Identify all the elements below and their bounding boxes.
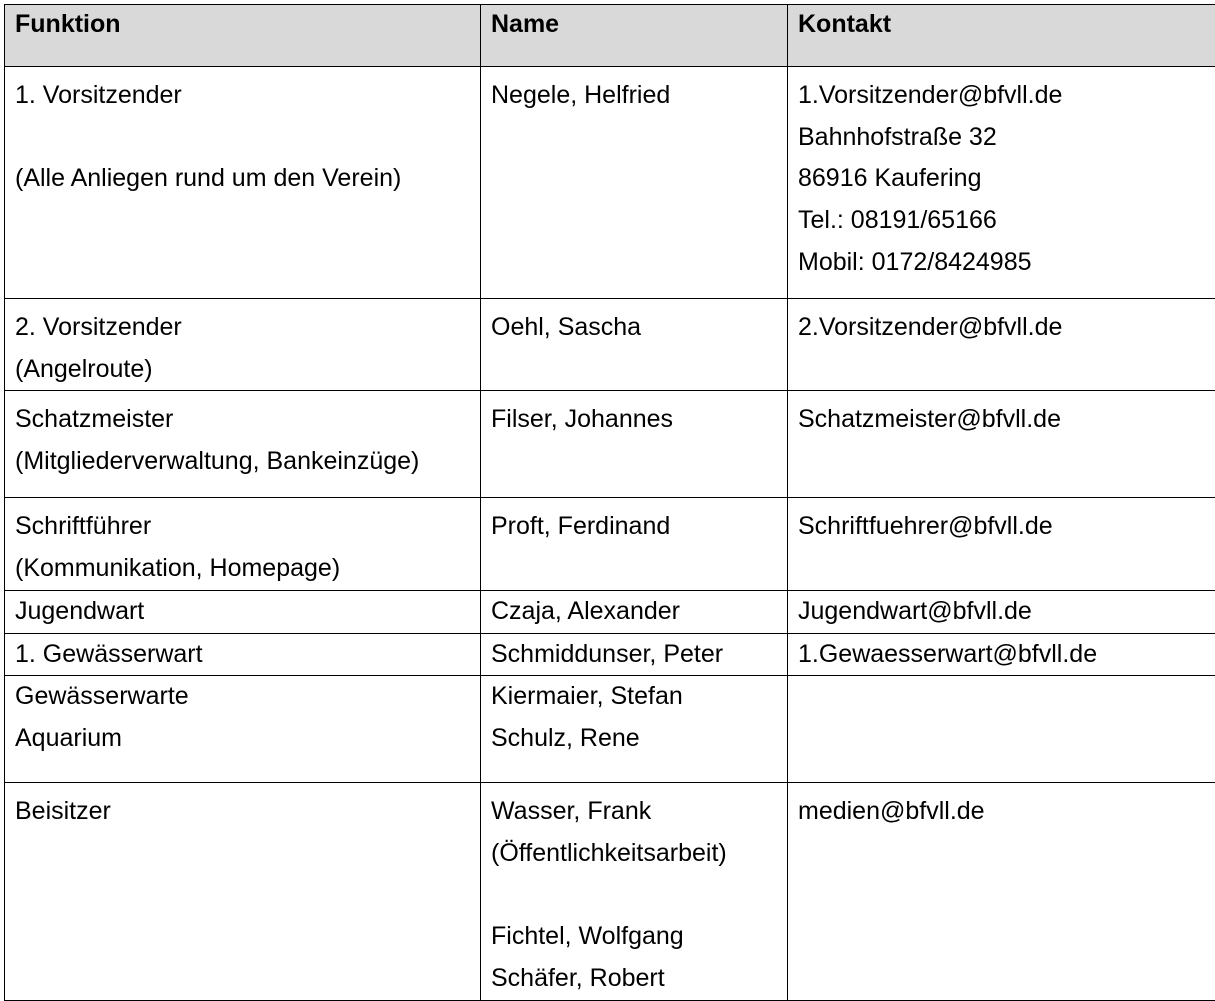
table-header-row — [5, 5, 1215, 67]
person-role-note: (Öffentlichkeitsarbeit) — [491, 833, 787, 875]
cell-kontakt — [788, 676, 1215, 783]
email-link[interactable]: Schatzmeister@bfvll.de — [798, 399, 1215, 441]
person-name: Fichtel, Wolfgang — [491, 916, 787, 958]
cell-kontakt — [788, 391, 1215, 498]
funktion-note: (Kommunikation, Homepage) — [15, 548, 480, 590]
board-contact-table — [4, 4, 1215, 1001]
funktion-title: Jugendwart — [15, 591, 480, 633]
postal-city: 86916 Kaufering — [798, 158, 1215, 200]
funktion-title: Gewässerwarte — [15, 676, 480, 718]
cell-name — [481, 590, 788, 633]
table-row — [5, 590, 1215, 633]
person-name: Schmiddunser, Peter — [491, 634, 787, 676]
funktion-note: Aquarium — [15, 718, 480, 760]
cell-name — [481, 299, 788, 391]
line-spacer — [15, 117, 480, 159]
header-name: Name — [481, 5, 788, 67]
cell-funktion — [5, 67, 481, 299]
cell-kontakt — [788, 67, 1215, 299]
table-row — [5, 391, 1215, 498]
cell-funktion — [5, 498, 481, 590]
person-name: Proft, Ferdinand — [491, 506, 787, 548]
funktion-note: (Mitgliederverwaltung, Bankeinzüge) — [15, 441, 480, 483]
cell-name — [481, 783, 788, 1001]
funktion-note: (Angelroute) — [15, 349, 480, 391]
person-name: Czaja, Alexander — [491, 591, 787, 633]
table-row — [5, 676, 1215, 783]
cell-funktion — [5, 299, 481, 391]
person-name: Kiermaier, Stefan — [491, 676, 787, 718]
cell-kontakt — [788, 783, 1215, 1001]
person-name: Schulz, Rene — [491, 718, 787, 760]
email-link[interactable]: Jugendwart@bfvll.de — [798, 591, 1215, 633]
email-link[interactable]: 1.Vorsitzender@bfvll.de — [798, 75, 1215, 117]
table-row — [5, 299, 1215, 391]
cell-kontakt — [788, 633, 1215, 676]
cell-name — [481, 67, 788, 299]
cell-funktion — [5, 783, 481, 1001]
email-link[interactable]: 2.Vorsitzender@bfvll.de — [798, 307, 1215, 349]
person-name: Wasser, Frank — [491, 791, 787, 833]
table-row — [5, 67, 1215, 299]
line-spacer — [491, 875, 787, 917]
email-link[interactable]: medien@bfvll.de — [798, 791, 1215, 833]
cell-kontakt — [788, 299, 1215, 391]
email-link[interactable]: Schriftfuehrer@bfvll.de — [798, 506, 1215, 548]
header-kontakt: Kontakt — [788, 5, 1215, 67]
cell-funktion — [5, 633, 481, 676]
table-row — [5, 633, 1215, 676]
funktion-title: Schriftführer — [15, 506, 480, 548]
cell-name — [481, 676, 788, 783]
table-row — [5, 498, 1215, 590]
cell-name — [481, 498, 788, 590]
cell-funktion — [5, 590, 481, 633]
funktion-title: 2. Vorsitzender — [15, 307, 480, 349]
cell-name — [481, 391, 788, 498]
funktion-title: Beisitzer — [15, 791, 480, 833]
header-funktion: Funktion — [5, 5, 481, 67]
person-name: Schäfer, Robert — [491, 958, 787, 1000]
phone-number: Tel.: 08191/65166 — [798, 200, 1215, 242]
mobile-number: Mobil: 0172/8424985 — [798, 242, 1215, 284]
cell-kontakt — [788, 498, 1215, 590]
cell-funktion — [5, 391, 481, 498]
person-name: Oehl, Sascha — [491, 307, 787, 349]
table-row — [5, 783, 1215, 1001]
cell-funktion — [5, 676, 481, 783]
street-address: Bahnhofstraße 32 — [798, 117, 1215, 159]
cell-name — [481, 633, 788, 676]
funktion-title: 1. Gewässerwart — [15, 634, 480, 676]
email-link[interactable]: 1.Gewaesserwart@bfvll.de — [798, 634, 1215, 676]
funktion-title: Schatzmeister — [15, 399, 480, 441]
person-name: Negele, Helfried — [491, 75, 787, 117]
funktion-title: 1. Vorsitzender — [15, 75, 480, 117]
cell-kontakt — [788, 590, 1215, 633]
person-name: Filser, Johannes — [491, 399, 787, 441]
funktion-note: (Alle Anliegen rund um den Verein) — [15, 158, 480, 200]
